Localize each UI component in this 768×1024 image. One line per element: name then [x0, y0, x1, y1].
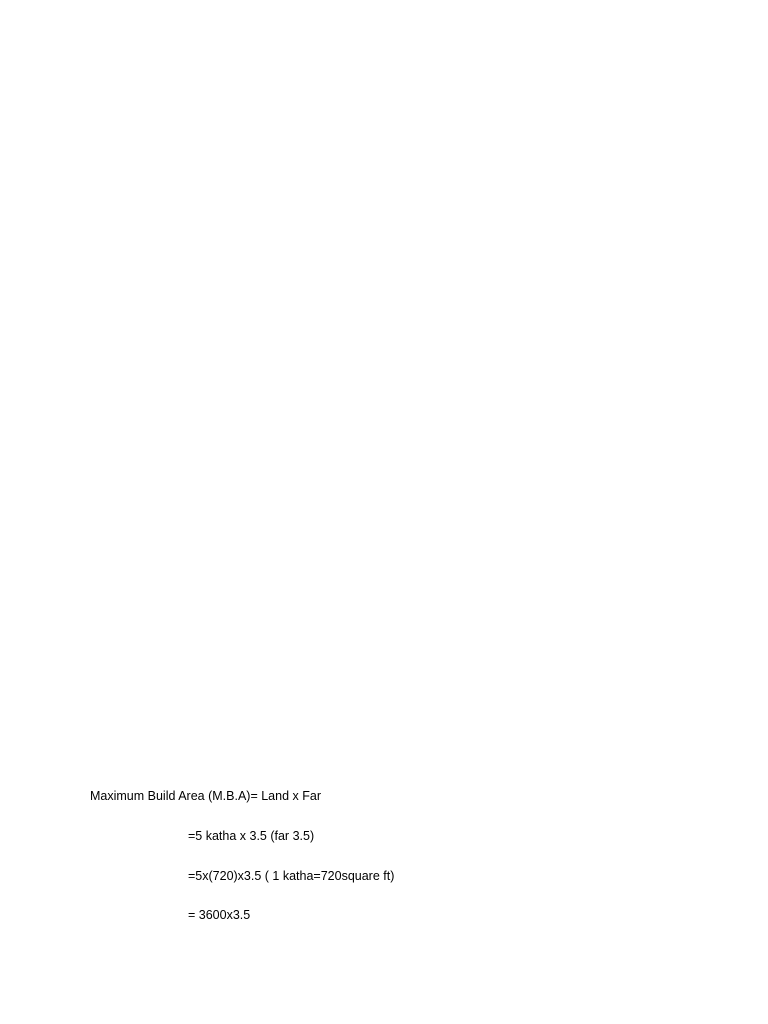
benefit-item-2 [90, 443, 680, 470]
far-note-line-2 [90, 684, 680, 711]
land-line [90, 574, 680, 601]
benefit-text-1 [90, 396, 680, 423]
assumption-line-4 [90, 303, 680, 330]
calculation-heading [90, 487, 680, 514]
benefit-item-1 [90, 396, 680, 423]
far-note-line-1 [90, 657, 680, 684]
land-size [90, 574, 680, 601]
assumption-line-3 [90, 276, 680, 303]
calc-step-1: =5 katha x 3.5 (far 3.5) [188, 829, 315, 843]
intro-line-4 [90, 171, 680, 198]
calculation-section [90, 487, 680, 514]
assumption-line-2 [90, 250, 680, 277]
far-note-line-3 [90, 710, 680, 737]
calc-step-2-block [90, 863, 680, 890]
mba-formula-block [90, 783, 680, 810]
far-note-paragraph [90, 657, 680, 763]
calc-step-3-block [90, 902, 680, 929]
assume-line [90, 530, 680, 557]
assumption-paragraph [90, 223, 680, 329]
far-note-line-4 [90, 737, 680, 764]
benefit-text-2 [90, 443, 680, 470]
calc-step-2: =5x(720)x3.5 ( 1 katha=720square ft) [188, 869, 395, 883]
mba-formula: Maximum Build Area (M.B.A)= Land x Far [90, 789, 321, 803]
intro-line-3 [90, 144, 680, 171]
intro-paragraph [90, 91, 680, 197]
road-width [90, 617, 680, 644]
benefits-heading [90, 347, 680, 374]
calc-step-1-block [90, 823, 680, 850]
intro-line-1 [90, 91, 680, 118]
let-us-assume [90, 530, 680, 557]
road-line [90, 617, 680, 644]
calc-step-3: = 3600x3.5 [188, 908, 251, 922]
intro-line-2 [90, 118, 680, 145]
assumption-line-1 [90, 223, 680, 250]
benefits-section [90, 347, 680, 374]
